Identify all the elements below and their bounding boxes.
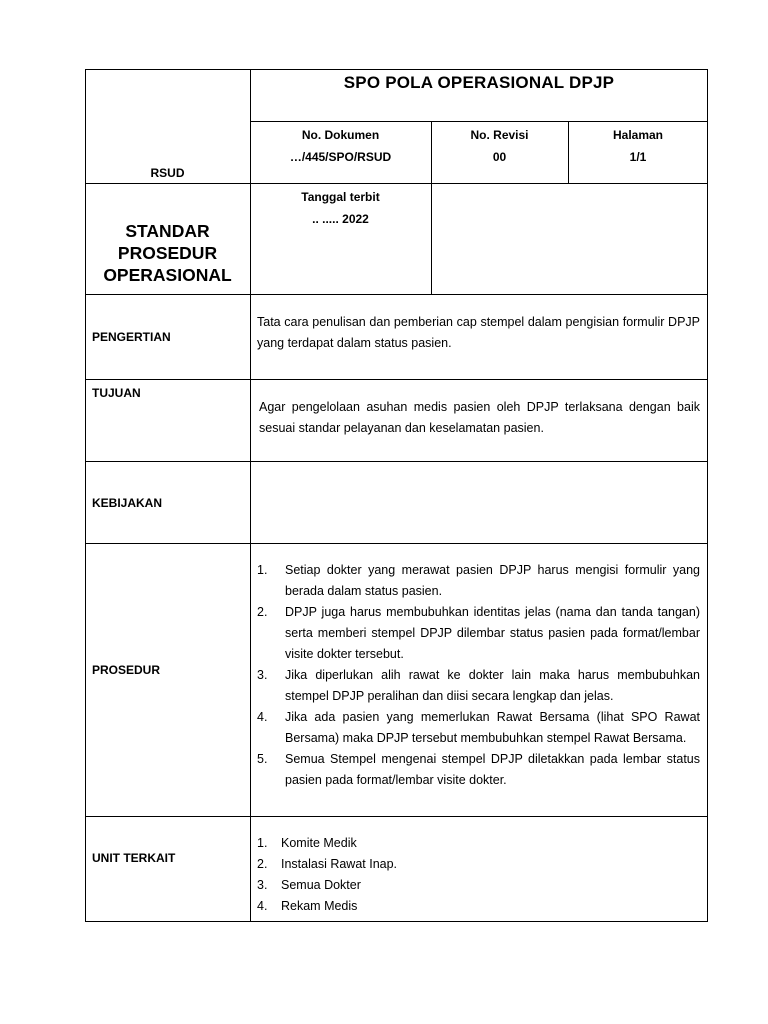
org-label: RSUD xyxy=(150,166,185,180)
section-label-pengertian: PENGERTIAN xyxy=(92,330,171,344)
row-divider xyxy=(85,543,708,544)
row-divider xyxy=(250,121,708,122)
row-divider xyxy=(250,183,708,184)
list-text: DPJP juga harus membubuhkan identitas jelas (nama dan tanda tangan) serta memberi stempel DPJP dilembar status pasien pada format/lembar visite dokter tersebut. xyxy=(285,605,700,661)
list-text: Rekam Medis xyxy=(281,899,358,913)
list-item xyxy=(257,707,700,749)
related-units-list xyxy=(257,833,700,917)
list-number: 3. xyxy=(257,668,268,682)
revision-label: No. Revisi xyxy=(470,128,529,142)
list-item xyxy=(257,854,700,875)
list-text: Semua Dokter xyxy=(281,878,361,892)
list-item xyxy=(257,896,700,917)
list-number: 4. xyxy=(257,899,268,913)
list-text: Jika ada pasien yang memerlukan Rawat Bersama (lihat SPO Rawat Bersama) maka DPJP tersebut membubuhkan stempel Rawat Bersama. xyxy=(285,710,700,745)
section-label-kebijakan: KEBIJAKAN xyxy=(92,496,163,510)
list-number: 5. xyxy=(257,752,268,766)
row-divider xyxy=(85,461,708,462)
list-number: 3. xyxy=(257,878,268,892)
list-text: Instalasi Rawat Inap. xyxy=(281,857,398,871)
section-label-tujuan: TUJUAN xyxy=(92,386,141,400)
list-number: 2. xyxy=(257,857,268,871)
list-text: Komite Medik xyxy=(281,836,357,850)
list-item xyxy=(257,665,700,707)
sop-title-line: PROSEDUR xyxy=(117,243,218,263)
list-number: 2. xyxy=(257,605,268,619)
issue-date-value: .. ..... 2022 xyxy=(312,212,369,226)
list-item xyxy=(257,833,700,854)
column-divider xyxy=(431,121,432,294)
list-number: 1. xyxy=(257,836,268,850)
section-text-tujuan: Agar pengelolaan asuhan medis pasien oleh DPJP terlaksana dengan baik sesuai standar pelayanan dan keselamatan pasien. xyxy=(259,400,700,435)
list-item xyxy=(257,875,700,896)
doc-number-value: …/445/SPO/RSUD xyxy=(289,150,392,164)
page-value: 1/1 xyxy=(629,150,647,164)
revision-value: 00 xyxy=(492,150,507,164)
procedure-list xyxy=(257,560,700,791)
row-divider xyxy=(85,379,708,380)
section-label-unit-terkait: UNIT TERKAIT xyxy=(92,851,176,865)
doc-number-label: No. Dokumen xyxy=(301,128,380,142)
sop-title-line: STANDAR xyxy=(125,221,210,241)
sop-title xyxy=(85,220,250,286)
list-text: Semua Stempel mengenai stempel DPJP diletakkan pada lembar status pasien pada format/lembar visite dokter. xyxy=(285,752,700,787)
row-divider xyxy=(85,183,250,184)
row-divider xyxy=(85,816,708,817)
row-divider xyxy=(85,294,708,295)
list-text: Setiap dokter yang merawat pasien DPJP harus mengisi formulir yang berada dalam status pasien. xyxy=(285,563,700,598)
list-item xyxy=(257,560,700,602)
document-title: SPO POLA OPERASIONAL DPJP xyxy=(343,73,615,92)
section-label-prosedur: PROSEDUR xyxy=(92,663,161,677)
list-item xyxy=(257,602,700,665)
page-label: Halaman xyxy=(612,128,664,142)
list-text: Jika diperlukan alih rawat ke dokter lain maka harus membubuhkan stempel DPJP peralihan dan diisi secara lengkap dan jelas. xyxy=(285,668,700,703)
list-item xyxy=(257,749,700,791)
section-text-pengertian: Tata cara penulisan dan pemberian cap stempel dalam pengisian formulir DPJP yang terdapat dalam status pasien. xyxy=(257,315,700,350)
issue-date-label: Tanggal terbit xyxy=(301,190,380,204)
sop-title-line: OPERASIONAL xyxy=(103,265,232,285)
list-number: 4. xyxy=(257,710,268,724)
list-number: 1. xyxy=(257,563,268,577)
